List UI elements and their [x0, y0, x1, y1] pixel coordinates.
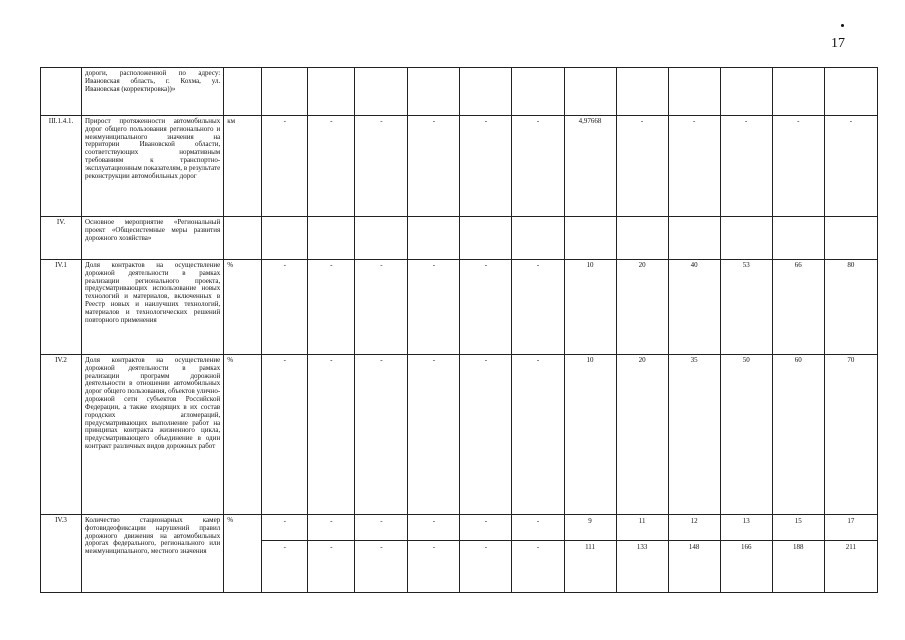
value-cell	[355, 68, 408, 116]
value-cell	[408, 68, 460, 116]
value-bottom: -	[484, 543, 488, 551]
value-bottom: 211	[845, 543, 856, 551]
value-cell: -	[668, 116, 720, 217]
value-cell	[616, 68, 668, 116]
row-unit	[224, 68, 262, 116]
row-unit: %	[224, 355, 262, 515]
value-top: -	[484, 517, 488, 525]
table-row	[41, 68, 878, 116]
value-cell: 4,97668	[564, 116, 616, 217]
value-cell: 20	[616, 355, 668, 515]
value-cell: 53	[720, 260, 772, 355]
value-cell: 35	[668, 355, 720, 515]
value-top: -	[432, 517, 436, 525]
value-cell: -	[262, 260, 308, 355]
value-cell: -	[512, 116, 564, 217]
value-cell: -	[772, 116, 824, 217]
row-unit: %	[224, 515, 262, 593]
indicators-table	[40, 67, 878, 593]
value-top: 11	[638, 517, 646, 525]
value-top: 12	[690, 517, 698, 525]
row-description: Основное мероприятие «Региональный проект «Общесистемные меры развития дорожного хозяйства»	[82, 217, 224, 260]
page-number: 17	[831, 36, 845, 51]
row-code: III.1.4.1.	[41, 116, 82, 217]
value-cell: 10	[564, 260, 616, 355]
value-cell	[564, 515, 616, 593]
value-bottom: 148	[688, 543, 700, 551]
value-cell	[262, 217, 308, 260]
value-cell: -	[408, 260, 460, 355]
value-top: -	[283, 517, 286, 525]
value-cell	[408, 217, 460, 260]
value-bottom: -	[432, 543, 436, 551]
value-cell: -	[408, 116, 460, 217]
value-cell: -	[262, 355, 308, 515]
value-bottom: 188	[792, 543, 804, 551]
value-cell	[824, 68, 877, 116]
value-cell: -	[355, 116, 408, 217]
value-cell	[460, 217, 512, 260]
value-cell	[460, 515, 512, 593]
value-cell: -	[460, 355, 512, 515]
value-cell: -	[512, 355, 564, 515]
value-cell: 66	[772, 260, 824, 355]
value-cell: -	[308, 355, 355, 515]
value-cell: -	[720, 116, 772, 217]
value-cell	[772, 68, 824, 116]
value-cell: -	[308, 260, 355, 355]
value-cell	[824, 515, 877, 593]
value-cell: -	[460, 116, 512, 217]
value-cell	[512, 515, 564, 593]
row-code	[41, 68, 82, 116]
value-bottom: 111	[585, 543, 596, 551]
value-cell	[772, 515, 824, 593]
value-cell	[668, 217, 720, 260]
value-cell: -	[408, 355, 460, 515]
value-cell: -	[616, 116, 668, 217]
value-cell	[262, 68, 308, 116]
value-cell	[564, 217, 616, 260]
value-bottom: -	[283, 543, 286, 551]
value-cell: 70	[824, 355, 877, 515]
value-cell	[668, 515, 720, 593]
value-bottom: 133	[636, 543, 648, 551]
value-cell: 40	[668, 260, 720, 355]
row-code: IV.	[41, 217, 82, 260]
value-cell	[308, 68, 355, 116]
value-cell	[512, 217, 564, 260]
row-code: IV.3	[41, 515, 82, 593]
table-row	[41, 116, 878, 217]
value-cell	[355, 217, 408, 260]
value-top: -	[330, 517, 333, 525]
value-cell: 20	[616, 260, 668, 355]
value-cell: -	[308, 116, 355, 217]
value-bottom: 166	[740, 543, 752, 551]
value-cell: 50	[720, 355, 772, 515]
value-cell	[564, 68, 616, 116]
value-cell: -	[824, 116, 877, 217]
value-cell: -	[355, 355, 408, 515]
row-unit	[224, 217, 262, 260]
row-description: Доля контрактов на осуществление дорожной деятельности в рамках реализации программ дорожной деятельности в отношении автомобильных дорог общего пользования, объектов улично-дорожной сети субъектов Российской Федерации, а также входящих в их состав городских агломераций, предусматривающих выполнение работ на принципах контракта жизненного цикла, предусматривающего объединение в один контракт различных видов дорожных работ	[82, 355, 224, 515]
value-top: -	[536, 517, 540, 525]
value-top: 13	[742, 517, 750, 525]
value-cell	[308, 515, 355, 593]
value-cell: 60	[772, 355, 824, 515]
table-row	[41, 355, 878, 515]
value-cell	[668, 68, 720, 116]
row-unit: %	[224, 260, 262, 355]
row-code: IV.1	[41, 260, 82, 355]
value-cell	[720, 68, 772, 116]
value-bottom: -	[380, 543, 383, 551]
value-bottom: -	[536, 543, 540, 551]
table-row	[41, 515, 878, 593]
value-top: 15	[794, 517, 802, 525]
table-row	[41, 260, 878, 355]
value-top: 17	[847, 517, 855, 525]
value-cell: -	[262, 116, 308, 217]
value-cell	[720, 217, 772, 260]
row-description: дороги, расположенной по адресу: Ивановская область, г. Кохма, ул. Ивановская (корректировка))»	[82, 68, 224, 116]
value-cell	[616, 515, 668, 593]
row-unit: км	[224, 116, 262, 217]
value-bottom: -	[330, 543, 333, 551]
value-cell	[512, 68, 564, 116]
value-top: 9	[588, 517, 592, 525]
row-description: Прирост протяженности автомобильных дорог общего пользования регионального и межмуниципального значения на территории Ивановской области, соответствующих нормативным требованиям к транспортно-эксплуатационным показателям, в результате реконструкции автомобильных дорог	[82, 116, 224, 217]
value-cell: 80	[824, 260, 877, 355]
value-cell	[355, 515, 408, 593]
table-row	[41, 217, 878, 260]
value-cell	[262, 515, 308, 593]
value-cell	[824, 217, 877, 260]
value-top: -	[380, 517, 383, 525]
value-cell	[460, 68, 512, 116]
value-cell	[720, 515, 772, 593]
value-cell	[408, 515, 460, 593]
value-cell: -	[355, 260, 408, 355]
value-cell: 10	[564, 355, 616, 515]
value-cell	[616, 217, 668, 260]
row-description: Количество стационарных камер фотовидеофиксации нарушений правил дорожного движения на автомобильных дорогах федерального, регионального или межмуниципального, местного значения	[82, 515, 224, 593]
row-description: Доля контрактов на осуществление дорожной деятельности в рамках реализации регионального проекта, предусматривающих использование новых технологий и материалов, включенных в Реестр новых и наилучших технологий, материалов и технологических решений повторного применения	[82, 260, 224, 355]
value-cell	[308, 217, 355, 260]
value-cell: -	[460, 260, 512, 355]
row-code: IV.2	[41, 355, 82, 515]
page-mark	[841, 24, 844, 27]
value-cell	[772, 217, 824, 260]
value-cell: -	[512, 260, 564, 355]
